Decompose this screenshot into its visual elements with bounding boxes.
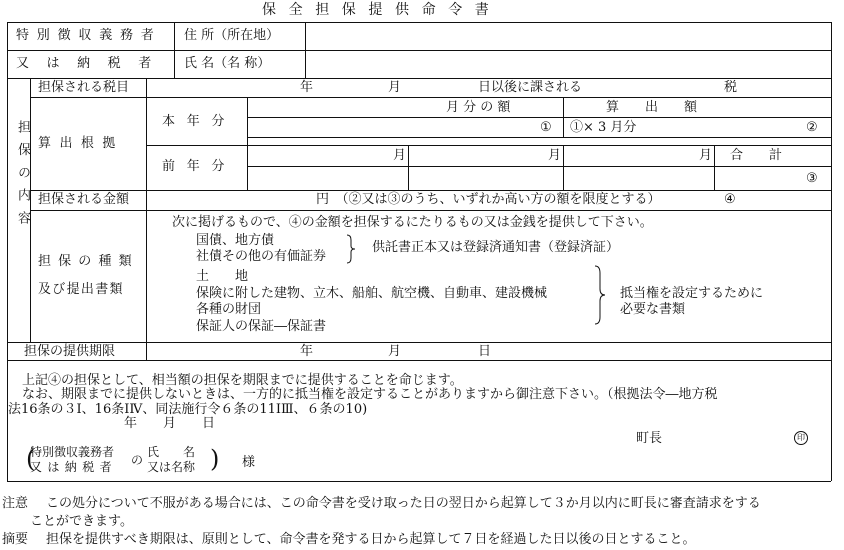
deadline-label: 担保の提供期限 — [24, 344, 116, 359]
obligor-label-2: 又は納税者 — [16, 56, 169, 71]
circle-2: ② — [806, 120, 818, 135]
order-date: 年 月 日 — [124, 416, 216, 431]
kinds-g2-doc: 抵当権を設定するために — [620, 286, 764, 301]
prev-year-label: 前年分 — [162, 159, 237, 174]
circle-4: ④ — [724, 192, 736, 207]
kinds-g2-item: 土 地 — [196, 269, 249, 284]
summary-text: 担保を提供すべき期限は、原則として、命令書を発する日から起算して７日を経過した日以後の日とすること。 — [46, 532, 696, 547]
tax-item-label: 担保される税目 — [38, 80, 130, 95]
kinds-g2-item: 保険に附した建物、立木、船舶、航空機、自動車、建設機械 — [196, 286, 548, 301]
addressee-name-1: 氏 名 — [147, 445, 196, 459]
kinds-g2-doc: 必要な書類 — [620, 302, 686, 317]
total-header: 合 計 — [730, 148, 783, 163]
kinds-g2-item: 各種の財団 — [196, 302, 262, 317]
calc-amount-header: 算 出 額 — [606, 100, 698, 115]
basis-label: 算出根拠 — [38, 136, 124, 151]
paren-open-icon: ( — [26, 445, 36, 473]
note-text-2: ことができます。 — [30, 514, 133, 529]
addressee-line-1: 特別徴収義務者 — [30, 445, 115, 459]
note-text-1: この処分について不服がある場合には、この命令書を受け取った日の翌日から起算して３か月以内に町長に審査請求をする — [46, 496, 761, 511]
deadline-day: 日 — [478, 344, 492, 359]
tax-item-year: 年 — [300, 80, 314, 95]
address-label: 住 所（所在地） — [184, 28, 280, 43]
tax-item-tax: 税 — [724, 80, 738, 95]
addressee-line-2: 又は納税者 — [30, 460, 118, 474]
addressee-no: の — [131, 453, 144, 467]
content-side-label: 担保の内容 — [15, 120, 30, 234]
kinds-label-2: 及び提出書類 — [38, 282, 124, 297]
deadline-year: 年 — [300, 344, 314, 359]
kinds-g1-item: 社債その他の有価証券 — [196, 249, 327, 264]
kinds-g2-item: 保証人の保証―保証書 — [196, 319, 327, 334]
name-label: 氏 名（名 称） — [184, 56, 271, 71]
summary-label: 摘要 — [2, 532, 29, 547]
prev-month-3: 月 — [699, 148, 713, 163]
circle-1: ① — [540, 120, 552, 135]
secured-amount-text: 円 （②又は③のうち、いずれか高い方の額を限度とする） — [316, 192, 661, 207]
order-line-3: 法16条の３Ⅰ、16条ⅠⅣ、同法施行令６条の11ⅠⅢ、６条の10) — [8, 402, 368, 417]
circle-1-times-3: ①× 3 月分 — [570, 120, 637, 135]
mayor-label: 町長 — [636, 431, 663, 446]
paren-close-icon: ) — [210, 445, 220, 473]
secured-amount-label: 担保される金額 — [38, 192, 130, 207]
brace-icon — [346, 234, 356, 264]
addressee-name-2: 又は名称 — [147, 460, 196, 474]
prev-month-2: 月 — [548, 148, 562, 163]
name-field[interactable] — [306, 51, 830, 77]
tax-item-after: 日以後に課される — [478, 80, 583, 95]
order-line-1: 上記④の担保として、相当額の担保を期限までに提供することを命じます。 — [22, 373, 463, 388]
note-label: 注意 — [2, 496, 29, 511]
deadline-month: 月 — [388, 344, 402, 359]
prev-month-1: 月 — [393, 148, 407, 163]
tax-item-month: 月 — [388, 80, 402, 95]
address-field[interactable] — [306, 23, 830, 49]
kinds-intro: 次に掲げるもので、④の金額を担保するにたりるもの又は金銭を提供して下さい。 — [172, 215, 653, 230]
this-year-label: 本年分 — [162, 114, 237, 129]
seal-icon: 印 — [794, 431, 808, 445]
addressee-sama: 様 — [242, 455, 256, 470]
circle-3: ③ — [806, 171, 818, 186]
order-line-2: なお、期限までに提供しないときは、一方的に抵当権を設定することがありますから御注意下さい。（根拠法令―地方税 — [22, 387, 718, 402]
kinds-g1-doc: 供託書正本又は登録済通知書（登録済証） — [372, 240, 620, 255]
kinds-label-1: 担保の種類 — [38, 254, 139, 269]
kinds-g1-item: 国債、地方債 — [196, 233, 275, 248]
obligor-label-1: 特別徴収義務者 — [16, 28, 162, 43]
brace-icon — [594, 265, 606, 325]
document-title: 保全担保提供命令書 — [262, 2, 502, 18]
monthly-amount-header: 月 分 の 額 — [446, 100, 511, 115]
